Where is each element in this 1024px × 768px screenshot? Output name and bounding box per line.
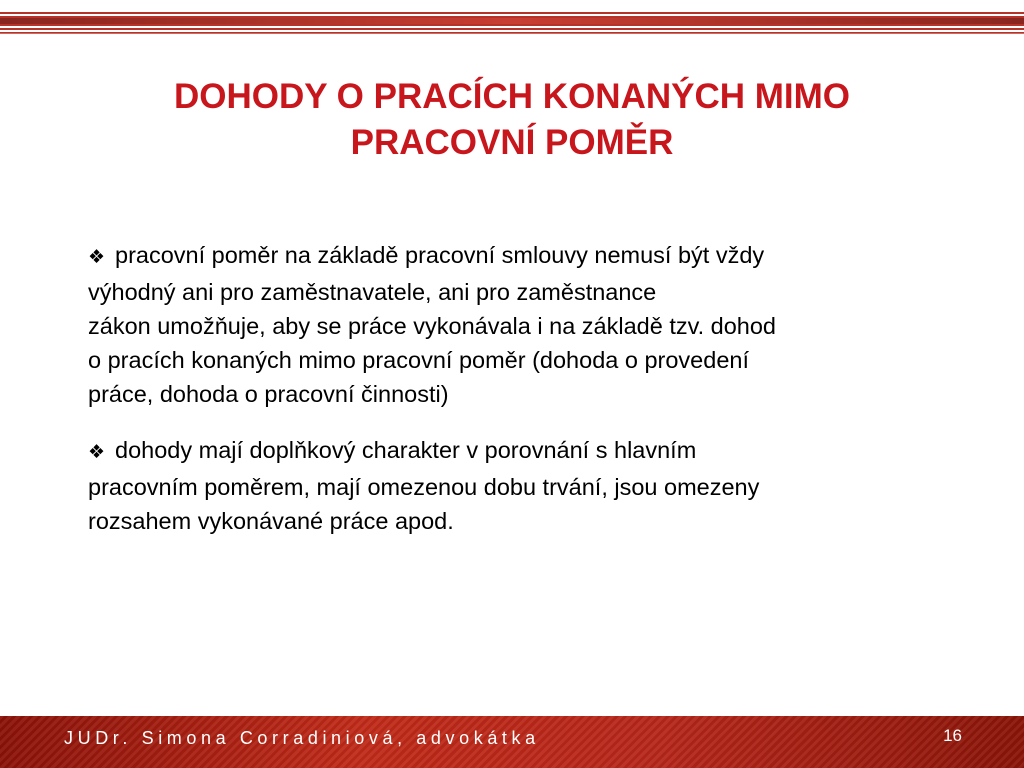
title-line-2: PRACOVNÍ POMĚR: [350, 123, 674, 162]
slide-title: [60, 74, 964, 166]
page-number: 16: [943, 726, 962, 745]
paragraph-2-line-2: pracovním poměrem, mají omezenou dobu trvání, jsou omezeny: [88, 474, 760, 500]
title-line-1: DOHODY O PRACÍCH KONANÝCH MIMO: [173, 77, 851, 116]
paragraph-1-line-2: výhodný ani pro zaměstnavatele, ani pro zaměstnance: [88, 279, 657, 305]
paragraph-1-line-3: zákon umožňuje, aby se práce vykonávala i na základě tzv. dohod: [88, 313, 777, 339]
diamond-bullet-icon: ❖: [88, 442, 106, 463]
bullet-paragraph-1: [88, 238, 948, 411]
diamond-bullet-icon: ❖: [88, 247, 106, 268]
paragraph-1-line-1: pracovní poměr na základě pracovní smlouvy nemusí být vždy: [115, 242, 765, 268]
footer-band: [0, 716, 1024, 768]
paragraph-1-line-4: o pracích konaných mimo pracovní poměr (dohoda o provedení: [88, 347, 749, 373]
top-decorative-band: [0, 12, 1024, 34]
paragraph-1-line-5: práce, dohoda o pracovní činnosti): [88, 381, 449, 407]
paragraph-2-line-1: dohody mají doplňkový charakter v porovnání s hlavním: [115, 437, 697, 463]
footer-author: JUDr. Simona Corradiniová, advokátka: [64, 728, 540, 748]
paragraph-2-line-3: rozsahem vykonávané práce apod.: [88, 508, 454, 534]
slide-body: [88, 238, 948, 560]
bullet-paragraph-2: [88, 433, 948, 538]
